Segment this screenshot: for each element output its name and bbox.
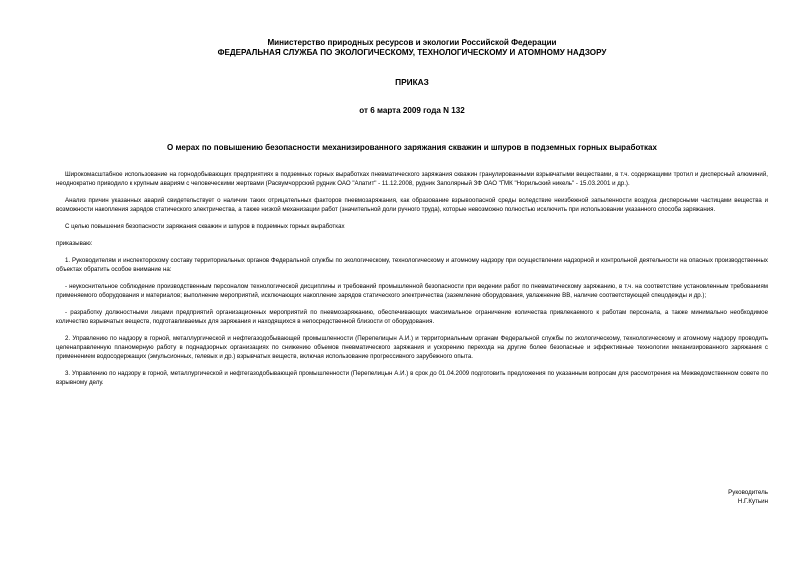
paragraph-order-word: приказываю: (56, 240, 93, 248)
order-date-number: от 6 марта 2009 года N 132 (359, 106, 465, 115)
service-heading: ФЕДЕРАЛЬНАЯ СЛУЖБА ПО ЭКОЛОГИЧЕСКОМУ, ТЕХНОЛОГИЧЕСКОМУ И АТОМНОМУ НАДЗОРУ (217, 48, 607, 57)
paragraph-item-1-bullet-1: - неукоснительное соблюдение производственным персоналом технологической дисциплины и требований промышленной безопасности при ведении работ по пневматическому заряжанию, в т.ч. на соответствие установленным требованиям применяемого оборудования и материалов; выполнение мероприятий, исключающих накопление зарядов статического электричества (заземление оборудования, увлажнение ВВ, наличие соответствующей спецодежды и др.); (56, 283, 768, 300)
paragraph-intro: Широкомасштабное использование на горнодобывающих предприятиях в подземных горных выработках пневматического заряжания скважин гранулированными взрывчатыми веществами, в т.ч. содержащими тротил и дисперсный алюминий, неоднократно приводило к крупным авариям с человеческими жертвами (Расвумчоррский рудник ОАО "Апатит" - 11.12.2008, рудник Заполярный ЗФ ОАО "ГМК "Норильский никель" - 15.03.2001 и др.). (56, 171, 768, 187)
signatory-name: Н.Г.Кутьин (737, 497, 768, 505)
document-page (56, 38, 768, 505)
signature-block (728, 489, 768, 507)
paragraph-item-1-bullet-2: - разработку должностными лицами предприятий организационных мероприятий по пневмозаряжанию, обеспечивающих максимальное ограничение количества привлекаемого к работам персонала, а также минимально необходимое количество взрывчатых веществ, подготавливаемых для заряжания и находящихся в непосредственной близости от оборудования. (56, 309, 768, 326)
ministry-heading: Министерство природных ресурсов и экологии Российской Федерации (267, 38, 557, 47)
order-title: ПРИКАЗ (395, 77, 429, 87)
document-body (56, 171, 768, 388)
paragraph-item-3: 3. Управлению по надзору в горной, металлургической и нефтегазодобывающей промышленности (Перепелицын А.И.) в срок до 01.04.2009 подготовить предложения по указанным вопросам для рассмотрения на Межведомственном совете по взрывному делу. (56, 370, 768, 386)
paragraph-item-2: 2. Управлению по надзору в горной, металлургической и нефтегазодобывающей промышленности (Перепелицын А.И.) и территориальным органам Федеральной службы по экологическому, технологическому и атомному надзору проводить целенаправленную планомерную работу в поднадзорных организациях по снижению объемов пневматического заряжания и ускорению перехода на другие более безопасные и эффективные технологии механизированного заряжания с применением водосодержащих (эмульсионных, гелевых и др.) взрывчатых веществ, включая использование прогрессивного зарубежного опыта. (56, 335, 768, 360)
paragraph-item-1: 1. Руководителям и инспекторскому составу территориальных органов Федеральной службы по экологическому, технологическому и атомному надзору при осуществлении надзорной и контрольной деятельности на опасных производственных объектах обратить особое внимание на: (56, 257, 768, 274)
paragraph-analysis: Анализ причин указанных аварий свидетельствует о наличии таких отрицательных факторов пневмозаряжания, как образование взрывоопасной среды вследствие неизбежной запыленности воздуха дисперсными частицами вещества и возможности накопления зарядов статического электричества, а также низкой механизации работ (значительной доли ручного труда), которые невозможно полностью исключить при использовании указанного способа заряжания. (56, 197, 768, 213)
signatory-position: Руководитель (728, 489, 768, 496)
order-subject: О мерах по повышению безопасности механизированного заряжания скважин и шпуров в подземных горных выработках (167, 143, 657, 152)
paragraph-purpose: С целью повышения безопасности заряжания скважин и шпуров в подземных горных выработках (65, 223, 345, 230)
